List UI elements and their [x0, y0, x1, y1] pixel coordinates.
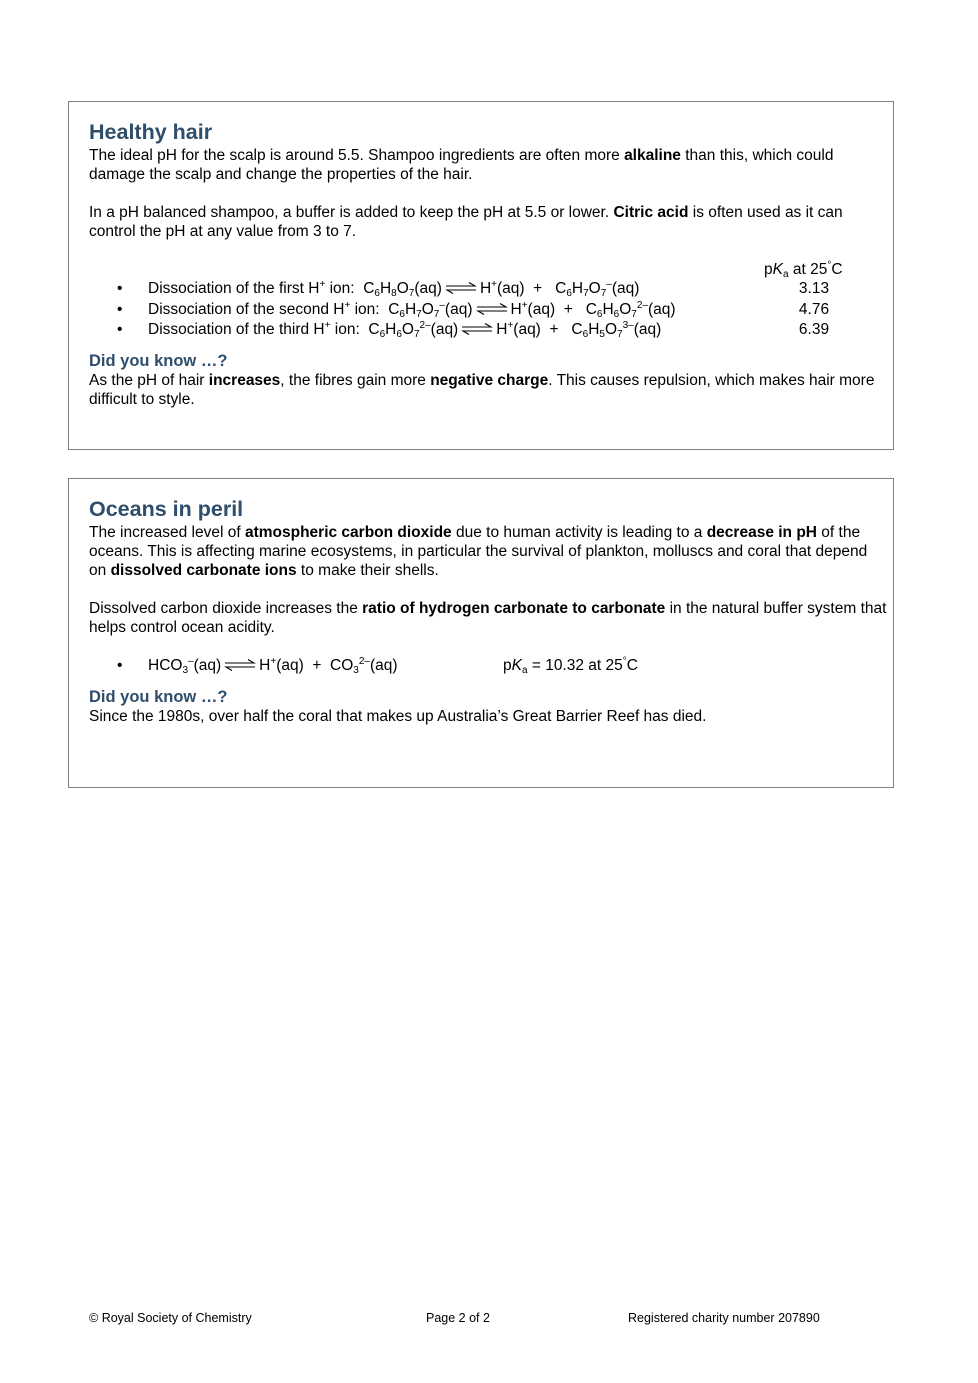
pka-value: 4.76 — [798, 300, 830, 318]
footer-copyright: © Royal Society of Chemistry — [89, 1311, 252, 1325]
did-you-know-heading: Did you know …? — [89, 687, 228, 706]
section-title: Oceans in peril — [89, 497, 244, 521]
healthy-hair-box — [68, 101, 894, 450]
pka-value: 3.13 — [798, 280, 830, 297]
section-title: Healthy hair — [89, 120, 213, 144]
bullet-icon: • — [117, 657, 123, 674]
equilibrium-arrow-icon — [461, 323, 493, 335]
copyright-icon: © — [89, 1311, 99, 1325]
pka-value: 6.39 — [798, 321, 830, 338]
bullet-icon: • — [117, 321, 123, 338]
equation-list — [89, 279, 887, 341]
paragraph: Dissolved carbon dioxide increases the ratio of hydrogen carbonate to carbonate in the natural buffer system that helps control ocean acidity. — [89, 600, 887, 636]
bullet-icon: • — [117, 280, 123, 297]
equation-row: • Dissociation of the third H+ ion: $C_6H_6O_7^{2-}(aq) H^+(aq) + C_6H_5O_7^{3-}(aq)$ 6.39 — [117, 320, 830, 340]
bullet-icon: • — [117, 300, 123, 318]
equilibrium-arrow-icon — [224, 659, 256, 671]
oceans-in-peril-box — [68, 478, 894, 788]
paragraph: In a pH balanced shampoo, a buffer is added to keep the pH at 5.5 or lower. Citric acid is often used as it can control the pH at any value from 3 to 7. — [89, 204, 843, 240]
pka-value: $pK_a = 10.32$ at 25°C — [503, 656, 638, 676]
paragraph: The ideal pH for the scalp is around 5.5. Shampoo ingredients are often more alkaline than this, which could damage the scalp and change the properties of the hair. — [89, 147, 834, 183]
did-you-know-heading: Did you know …? — [89, 351, 228, 370]
equilibrium-arrow-icon — [445, 282, 477, 294]
footer-page-number: Page 2 of 2 — [426, 1311, 490, 1325]
pka-column-header: $pK_a$ at 25°C — [764, 260, 843, 280]
equilibrium-arrow-icon — [476, 303, 508, 315]
equation-row: • Dissociation of the first H+ ion: $C_6H_8O_7(aq) H^+(aq) + C_6H_7O_7^-(aq)$ 3.13 — [117, 279, 830, 299]
did-you-know-text: As the pH of hair increases, the fibres gain more negative charge. This causes repulsion, which makes hair more difficult to style. — [89, 371, 875, 408]
paragraph: The increased level of atmospheric carbon dioxide due to human activity is leading to a decrease in pH of the oceans. This is affecting marine ecosystems, in particular the survival of plankton, molluscs and coral that depend on dissolved carbonate ions to make their shells. — [89, 524, 868, 579]
footer-charity: Registered charity number 207890 — [628, 1311, 820, 1325]
equation-row: • $HCO_3^-(aq) H^+(aq) + CO_3^{2-}(aq)$ $pK_a = 10.32$ at 25°C — [117, 656, 638, 676]
did-you-know-text: Since the 1980s, over half the coral that makes up Australia’s Great Barrier Reef has died. — [89, 707, 707, 725]
equation-row: • Dissociation of the second H+ ion: $C_6H_7O_7^-(aq) H^+(aq) + C_6H_6O_7^{2-}(aq)$ 4.76 — [117, 299, 830, 320]
